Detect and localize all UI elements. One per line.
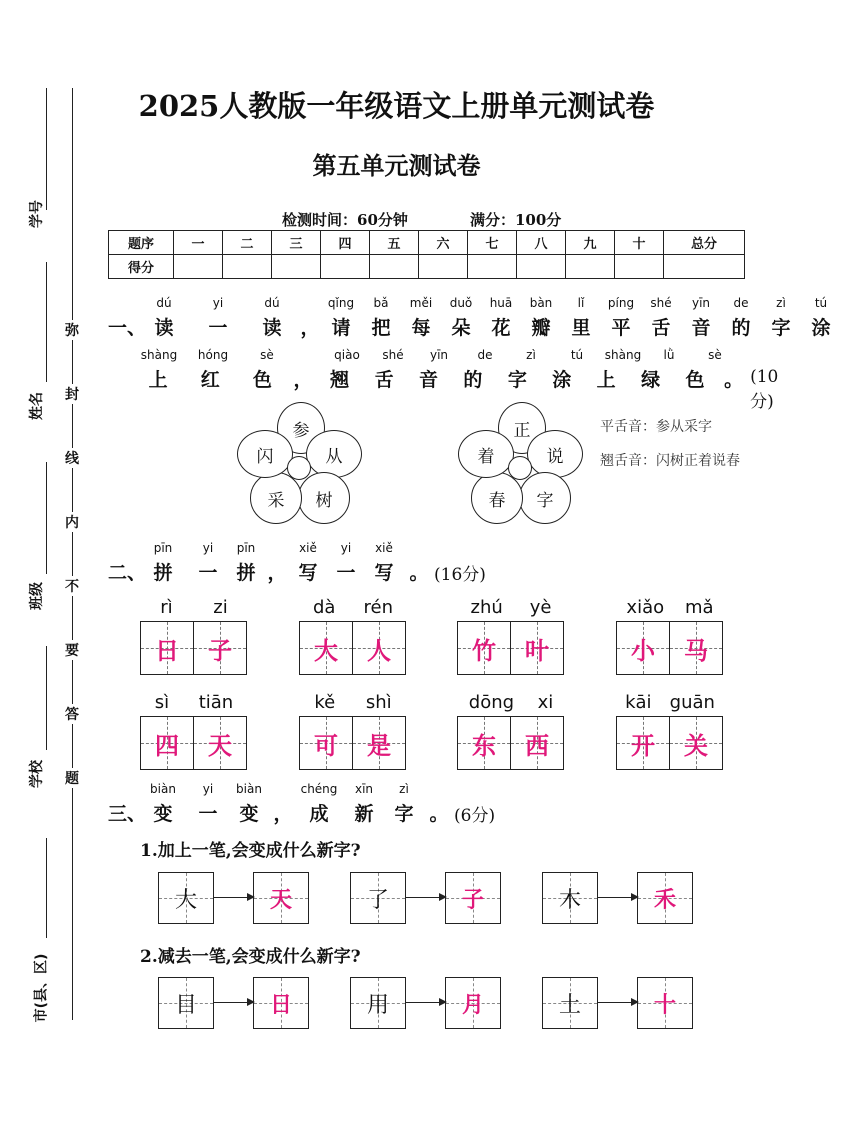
pinyin: lǜ xyxy=(663,348,675,362)
hanzi: 。 xyxy=(429,803,449,825)
pinyin: qǐng xyxy=(327,296,355,310)
source-char: 大 xyxy=(174,887,197,913)
name-label: 姓名 xyxy=(29,392,45,420)
hanzi: 读 xyxy=(154,317,174,339)
writing-cell[interactable] xyxy=(458,622,510,674)
hanzi: 拼 xyxy=(153,562,173,584)
answer-char-box[interactable] xyxy=(637,872,693,924)
table-cell: 总分 xyxy=(664,231,745,255)
pinyin xyxy=(266,541,288,555)
pinyin: sè xyxy=(260,348,274,362)
source-char-box xyxy=(158,977,214,1029)
writing-cell[interactable] xyxy=(352,717,405,769)
pinyin: xiě xyxy=(299,541,317,555)
section1-line1-text xyxy=(137,313,841,340)
section2-title xyxy=(136,558,486,585)
pinyin: shàng xyxy=(604,348,642,362)
hanzi: 花 xyxy=(491,317,511,339)
pinyin xyxy=(299,296,321,310)
hanzi: ， xyxy=(300,317,320,339)
table-cell: 题序 xyxy=(109,231,174,255)
pinyin: huā xyxy=(489,296,513,310)
section3-pinyin xyxy=(136,782,424,796)
flat-tongue-note: 平舌音：参从采字 xyxy=(600,419,712,435)
section1-number: 一、 xyxy=(108,317,147,339)
petal-char: 字 xyxy=(536,490,554,511)
pinyin: xi xyxy=(537,692,554,713)
writing-cell[interactable] xyxy=(510,622,563,674)
flower-petal[interactable] xyxy=(519,472,571,524)
answer-char: 子 xyxy=(208,635,232,665)
writing-grid-pair[interactable] xyxy=(299,716,406,770)
seal-char: 题 xyxy=(62,768,82,788)
pinyin: duǒ xyxy=(449,296,473,310)
writing-cell[interactable] xyxy=(617,622,669,674)
section3-number: 三、 xyxy=(108,803,147,825)
answer-char: 人 xyxy=(367,635,391,665)
petal-char: 正 xyxy=(513,420,531,441)
answer-char: 西 xyxy=(525,730,549,760)
pair-pinyin xyxy=(140,692,248,713)
pair-pinyin xyxy=(140,597,248,618)
hanzi: 读 xyxy=(262,317,282,339)
pinyin: chéng xyxy=(300,782,338,796)
writing-cell[interactable] xyxy=(141,717,193,769)
pinyin: tú xyxy=(570,348,584,362)
writing-grid-pair[interactable] xyxy=(140,716,247,770)
answer-char: 是 xyxy=(367,730,391,760)
curled-tongue-note: 翘舌音：闪树正着说春 xyxy=(600,453,740,469)
section1-line2-text xyxy=(132,365,800,412)
table-cell: 二 xyxy=(223,231,272,255)
source-char: 用 xyxy=(366,992,389,1018)
hanzi: 把 xyxy=(371,317,391,339)
pinyin: yi xyxy=(202,541,214,555)
writing-cell[interactable] xyxy=(300,622,352,674)
pinyin: xīn xyxy=(354,782,374,796)
hanzi: 。 xyxy=(724,369,744,391)
petal-char: 采 xyxy=(267,490,285,511)
pinyin: de xyxy=(733,296,749,310)
table-cell: 一 xyxy=(174,231,223,255)
pinyin: dōng xyxy=(468,692,515,713)
answer-char: 日 xyxy=(269,991,292,1018)
answer-char: 小 xyxy=(631,635,655,665)
hanzi: 写 xyxy=(298,562,318,584)
flower-petal[interactable] xyxy=(458,430,514,478)
pinyin: zì xyxy=(526,348,536,362)
hanzi: 的 xyxy=(731,317,751,339)
seal-char: 不 xyxy=(62,576,82,596)
pair-pinyin xyxy=(616,692,724,713)
writing-grid-pair[interactable] xyxy=(457,716,564,770)
hanzi: 上 xyxy=(596,369,616,391)
table-cell: 六 xyxy=(419,231,468,255)
answer-char: 禾 xyxy=(653,886,676,913)
answer-char: 关 xyxy=(684,730,708,760)
pinyin: xiǎo xyxy=(626,597,665,618)
hanzi: 新 xyxy=(354,803,374,825)
city-label: 市(县、区) xyxy=(33,953,50,1023)
pinyin: guān xyxy=(669,692,715,713)
flower-petal[interactable] xyxy=(250,472,302,524)
pinyin: rén xyxy=(363,597,393,618)
hanzi: 变 xyxy=(239,803,259,825)
table-cell: 八 xyxy=(517,231,566,255)
hanzi: 。 xyxy=(409,562,429,584)
source-char-box xyxy=(542,872,598,924)
pinyin: měi xyxy=(409,296,433,310)
seal-char: 要 xyxy=(62,640,82,660)
hanzi: 朵 xyxy=(451,317,471,339)
hanzi: ， xyxy=(293,369,313,391)
writing-cell[interactable] xyxy=(669,622,722,674)
pinyin: biàn xyxy=(150,782,176,796)
hanzi: 音 xyxy=(418,369,438,391)
answer-char-box[interactable] xyxy=(445,872,501,924)
answer-char: 子 xyxy=(461,886,484,913)
table-cell: 得分 xyxy=(109,255,174,279)
pinyin: yi xyxy=(202,782,214,796)
writing-cell[interactable] xyxy=(193,717,246,769)
writing-cell[interactable] xyxy=(617,717,669,769)
answer-char: 天 xyxy=(269,886,292,913)
score-input-cell[interactable] xyxy=(223,255,272,279)
pinyin: shé xyxy=(650,296,672,310)
section3-score: (6分) xyxy=(454,806,496,826)
hanzi: 上 xyxy=(148,369,168,391)
score-input-cell[interactable] xyxy=(174,255,223,279)
hanzi: 色 xyxy=(685,369,705,391)
pinyin: yi xyxy=(340,541,352,555)
answer-char-box[interactable] xyxy=(637,977,693,1029)
score-input-cell[interactable] xyxy=(419,255,468,279)
hanzi: 舌 xyxy=(651,317,671,339)
table-cell: 四 xyxy=(321,231,370,255)
page-title: 2025人教版一年级语文上册单元测试卷 xyxy=(138,89,655,123)
writing-cell[interactable] xyxy=(141,622,193,674)
margin-line-outer-4 xyxy=(46,646,47,750)
source-char: 了 xyxy=(366,887,389,913)
hanzi: 绿 xyxy=(641,369,661,391)
margin-line-outer-5 xyxy=(46,838,47,938)
hanzi: 一 xyxy=(198,562,218,584)
hanzi: 字 xyxy=(507,369,527,391)
section2-score: (16分) xyxy=(434,565,486,585)
student-id-label: 学号 xyxy=(29,200,45,228)
arrow-icon xyxy=(405,1002,445,1003)
question-add-stroke: 1.加上一笔,会变成什么新字? xyxy=(140,841,361,861)
answer-char: 天 xyxy=(208,730,232,760)
table-cell: 三 xyxy=(272,231,321,255)
arrow-icon xyxy=(213,897,253,898)
seal-char: 弥 xyxy=(62,320,82,340)
pinyin: zì xyxy=(399,782,409,796)
answer-char: 十 xyxy=(653,991,676,1018)
hanzi: 涂 xyxy=(811,317,831,339)
source-char: 目 xyxy=(174,992,197,1018)
hanzi: 写 xyxy=(374,562,394,584)
pinyin: sè xyxy=(708,348,722,362)
score-table xyxy=(108,230,745,279)
flower-center xyxy=(287,456,311,480)
petal-char: 从 xyxy=(325,446,343,467)
pinyin: kě xyxy=(314,692,336,713)
writing-grid-pair[interactable] xyxy=(140,621,247,675)
answer-char: 四 xyxy=(155,730,179,760)
full-score-info: 满分：100分 xyxy=(470,211,562,229)
pinyin: dú xyxy=(264,296,280,310)
table-cell: 七 xyxy=(468,231,517,255)
pinyin: dú xyxy=(156,296,172,310)
answer-char-box[interactable] xyxy=(253,872,309,924)
pair-pinyin xyxy=(299,692,407,713)
hanzi: 成 xyxy=(309,803,329,825)
writing-cell[interactable] xyxy=(352,622,405,674)
hanzi: 拼 xyxy=(236,562,256,584)
answer-char: 叶 xyxy=(525,635,549,665)
flower-petal[interactable] xyxy=(471,472,523,524)
hanzi: 涂 xyxy=(552,369,572,391)
petal-char: 树 xyxy=(315,490,333,511)
hanzi: 一 xyxy=(208,317,228,339)
hanzi: 里 xyxy=(571,317,591,339)
margin-line-inner xyxy=(72,88,73,1020)
seal-char: 封 xyxy=(62,384,82,404)
flower-petal[interactable] xyxy=(237,430,293,478)
margin-line-outer-3 xyxy=(46,462,47,574)
pinyin: lǐ xyxy=(577,296,585,310)
section1-line1-pinyin xyxy=(137,296,841,310)
pinyin: xiě xyxy=(375,541,393,555)
source-char: 土 xyxy=(558,992,581,1018)
pinyin: qiào xyxy=(334,348,360,362)
page-subtitle: 第五单元测试卷 xyxy=(312,151,481,180)
pinyin: yīn xyxy=(691,296,711,310)
score-input-cell[interactable] xyxy=(468,255,517,279)
pinyin xyxy=(294,348,324,362)
arrow-icon xyxy=(405,897,445,898)
flower-center xyxy=(508,456,532,480)
source-char-box xyxy=(350,977,406,1029)
margin-line-outer-2 xyxy=(46,262,47,382)
hanzi: 音 xyxy=(691,317,711,339)
pinyin: zi xyxy=(213,597,228,618)
pinyin: tiān xyxy=(198,692,234,713)
hanzi: 舌 xyxy=(374,369,394,391)
seal-char: 答 xyxy=(62,704,82,724)
hanzi: ， xyxy=(273,803,293,825)
pinyin: mǎ xyxy=(684,597,714,618)
section2-pinyin xyxy=(136,541,404,555)
pair-pinyin xyxy=(299,597,407,618)
pinyin: shàng xyxy=(140,348,178,362)
hanzi: 的 xyxy=(463,369,483,391)
petal-char: 着 xyxy=(477,446,495,467)
pinyin xyxy=(272,782,294,796)
flower-petal[interactable] xyxy=(298,472,350,524)
answer-char: 竹 xyxy=(472,635,496,665)
flower-petal[interactable] xyxy=(527,430,583,478)
petal-char: 说 xyxy=(546,446,564,467)
petal-char: 参 xyxy=(292,420,310,441)
score-table-score-row xyxy=(109,255,745,279)
writing-grid-pair[interactable] xyxy=(616,621,723,675)
pinyin: sì xyxy=(154,692,170,713)
hanzi: 红 xyxy=(200,369,220,391)
pinyin: zì xyxy=(776,296,786,310)
answer-char-box[interactable] xyxy=(445,977,501,1029)
source-char-box xyxy=(158,872,214,924)
arrow-icon xyxy=(597,1002,637,1003)
score-input-cell[interactable] xyxy=(370,255,419,279)
score-input-cell[interactable] xyxy=(566,255,615,279)
source-char-box xyxy=(350,872,406,924)
hanzi: 字 xyxy=(394,803,414,825)
school-label: 学校 xyxy=(29,760,45,788)
section1-score: (10分) xyxy=(750,367,779,412)
pinyin: de xyxy=(477,348,493,362)
score-input-cell[interactable] xyxy=(517,255,566,279)
hanzi: 翘 xyxy=(330,369,350,391)
section2-number: 二、 xyxy=(108,562,147,584)
pinyin: pīn xyxy=(153,541,173,555)
class-label: 班级 xyxy=(29,582,45,610)
flower-petal[interactable] xyxy=(306,430,362,478)
score-input-cell[interactable] xyxy=(272,255,321,279)
pinyin: kāi xyxy=(625,692,652,713)
answer-char-box[interactable] xyxy=(253,977,309,1029)
answer-char: 大 xyxy=(314,635,338,665)
pinyin: yīn xyxy=(429,348,449,362)
score-input-cell[interactable] xyxy=(664,255,745,279)
pair-pinyin xyxy=(457,597,565,618)
hanzi: 平 xyxy=(611,317,631,339)
hanzi: ， xyxy=(267,562,287,584)
writing-grid-pair[interactable] xyxy=(457,621,564,675)
pinyin: shé xyxy=(382,348,404,362)
writing-cell[interactable] xyxy=(669,717,722,769)
pinyin: hóng xyxy=(197,348,229,362)
pinyin: shì xyxy=(365,692,392,713)
hanzi: 请 xyxy=(331,317,351,339)
pinyin: bàn xyxy=(529,296,553,310)
table-cell: 十 xyxy=(615,231,664,255)
source-char: 木 xyxy=(558,887,581,913)
writing-cell[interactable] xyxy=(510,717,563,769)
answer-char: 月 xyxy=(461,991,484,1018)
pinyin: yi xyxy=(212,296,224,310)
arrow-icon xyxy=(213,1002,253,1003)
hanzi: 变 xyxy=(153,803,173,825)
pinyin: tú xyxy=(814,296,828,310)
pinyin: bǎ xyxy=(373,296,389,310)
hanzi: 字 xyxy=(771,317,791,339)
writing-cell[interactable] xyxy=(300,717,352,769)
hanzi: 一 xyxy=(198,803,218,825)
writing-grid-pair[interactable] xyxy=(616,716,723,770)
hanzi: 一 xyxy=(336,562,356,584)
question-remove-stroke: 2.减去一笔,会变成什么新字? xyxy=(140,947,361,967)
table-cell: 九 xyxy=(566,231,615,255)
pinyin: pīn xyxy=(236,541,256,555)
writing-grid-pair[interactable] xyxy=(299,621,406,675)
time-info: 检测时间：60分钟 xyxy=(282,211,408,229)
pinyin: dà xyxy=(313,597,336,618)
answer-char: 开 xyxy=(631,730,655,760)
seal-char: 线 xyxy=(62,448,82,468)
hanzi: 色 xyxy=(252,369,272,391)
section3-title xyxy=(136,799,495,826)
arrow-icon xyxy=(597,897,637,898)
table-cell: 五 xyxy=(370,231,419,255)
hanzi: 瓣 xyxy=(531,317,551,339)
pair-pinyin xyxy=(457,692,565,713)
section1-line2-pinyin xyxy=(132,348,738,362)
petal-char: 春 xyxy=(488,490,506,511)
answer-char: 可 xyxy=(314,730,338,760)
score-input-cell[interactable] xyxy=(615,255,664,279)
pair-pinyin xyxy=(616,597,724,618)
seal-char: 内 xyxy=(62,512,82,532)
answer-char: 马 xyxy=(684,635,708,665)
score-table-header-row xyxy=(109,231,745,255)
pinyin: yè xyxy=(529,597,552,618)
pinyin: zhú xyxy=(470,597,503,618)
pinyin: biàn xyxy=(236,782,262,796)
writing-cell[interactable] xyxy=(193,622,246,674)
source-char-box xyxy=(542,977,598,1029)
answer-char: 日 xyxy=(155,635,179,665)
answer-char: 东 xyxy=(472,730,496,760)
score-input-cell[interactable] xyxy=(321,255,370,279)
hanzi: 每 xyxy=(411,317,431,339)
writing-cell[interactable] xyxy=(458,717,510,769)
petal-char: 闪 xyxy=(256,446,274,467)
pinyin: píng xyxy=(607,296,635,310)
pinyin: rì xyxy=(160,597,173,618)
